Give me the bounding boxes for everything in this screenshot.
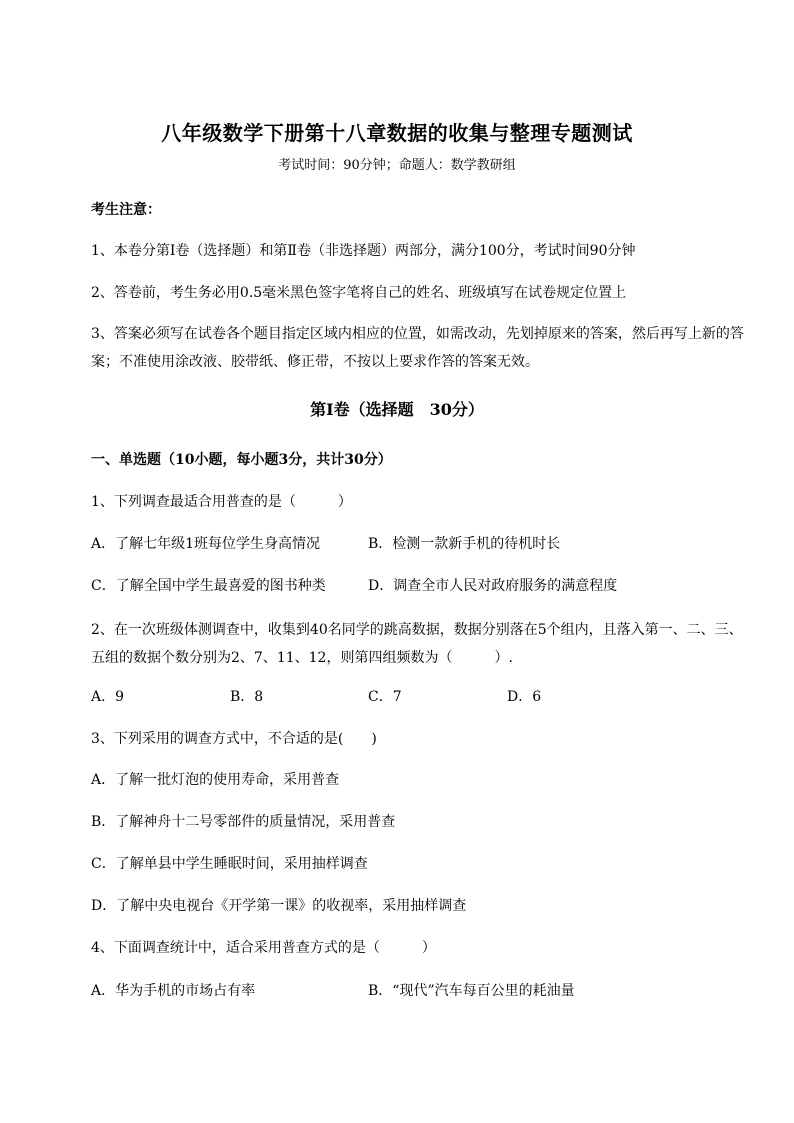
page-title: 八年级数学下册第十八章数据的收集与整理专题测试 <box>161 121 633 145</box>
question-1-option-d: D．调查全市人民对政府服务的满意程度 <box>368 578 618 594</box>
notice-item-3: 3、答案必须写在试卷各个题目指定区域内相应的位置，如需改动，先划掉原来的答案，然后再写上新的答案；不准使用涂改液、胶带纸、修正带，不按以上要求作答的答案无效。 <box>91 326 744 370</box>
notice-item-1: 1、本卷分第I卷（选择题）和第Ⅱ卷（非选择题）两部分，满分100分，考试时间90分钟 <box>91 243 636 259</box>
notice-heading: 考生注意： <box>91 202 161 218</box>
question-4-stem: 4、下面调查统计中，适合采用普查方式的是（ ） <box>91 940 436 956</box>
question-3-option-c: C．了解单县中学生睡眠时间，采用抽样调查 <box>91 856 368 872</box>
question-3-option-d: D．了解中央电视台《开学第一课》的收视率，采用抽样调查 <box>91 898 467 914</box>
question-1-option-a: A．了解七年级1班每位学生身高情况 <box>91 536 321 552</box>
question-2-option-d: D．6 <box>507 689 542 705</box>
question-1-option-c: C．了解全国中学生最喜爱的图书种类 <box>91 578 326 594</box>
question-1-option-b: B．检测一款新手机的待机时长 <box>368 536 561 552</box>
question-3-option-b: B．了解神舟十二号零部件的质量情况，采用普查 <box>91 814 396 830</box>
question-2-option-a: A．9 <box>91 689 125 705</box>
question-2-stem: 2、在一次班级体测调查中，收集到40名同学的跳高数据，数据分别落在5个组内，且落入第一、二、三、五组的数据个数分别为2、7、11、12，则第四组频数为（ ）. <box>91 622 743 666</box>
question-1-stem: 1、下列调查最适合用普查的是（ ） <box>91 494 352 510</box>
section-title: 第I卷（选择题 30分） <box>310 400 484 419</box>
question-2-option-c: C．7 <box>368 689 402 705</box>
notice-item-2: 2、答卷前，考生务必用0.5毫米黑色签字笔将自己的姓名、班级填写在试卷规定位置上 <box>91 285 627 301</box>
exam-info: 考试时间：90分钟；命题人：数学教研组 <box>278 158 516 173</box>
question-4-option-b: B．“现代”汽车每百公里的耗油量 <box>368 983 575 999</box>
question-3-stem: 3、下列采用的调查方式中，不合适的是( ) <box>91 731 377 747</box>
question-2-option-b: B．8 <box>230 689 264 705</box>
question-3-option-a: A．了解一批灯泡的使用寿命，采用普查 <box>91 772 340 788</box>
question-4-option-a: A．华为手机的市场占有率 <box>91 983 256 999</box>
part-heading: 一、单选题（10小题，每小题3分，共计30分） <box>91 452 392 468</box>
